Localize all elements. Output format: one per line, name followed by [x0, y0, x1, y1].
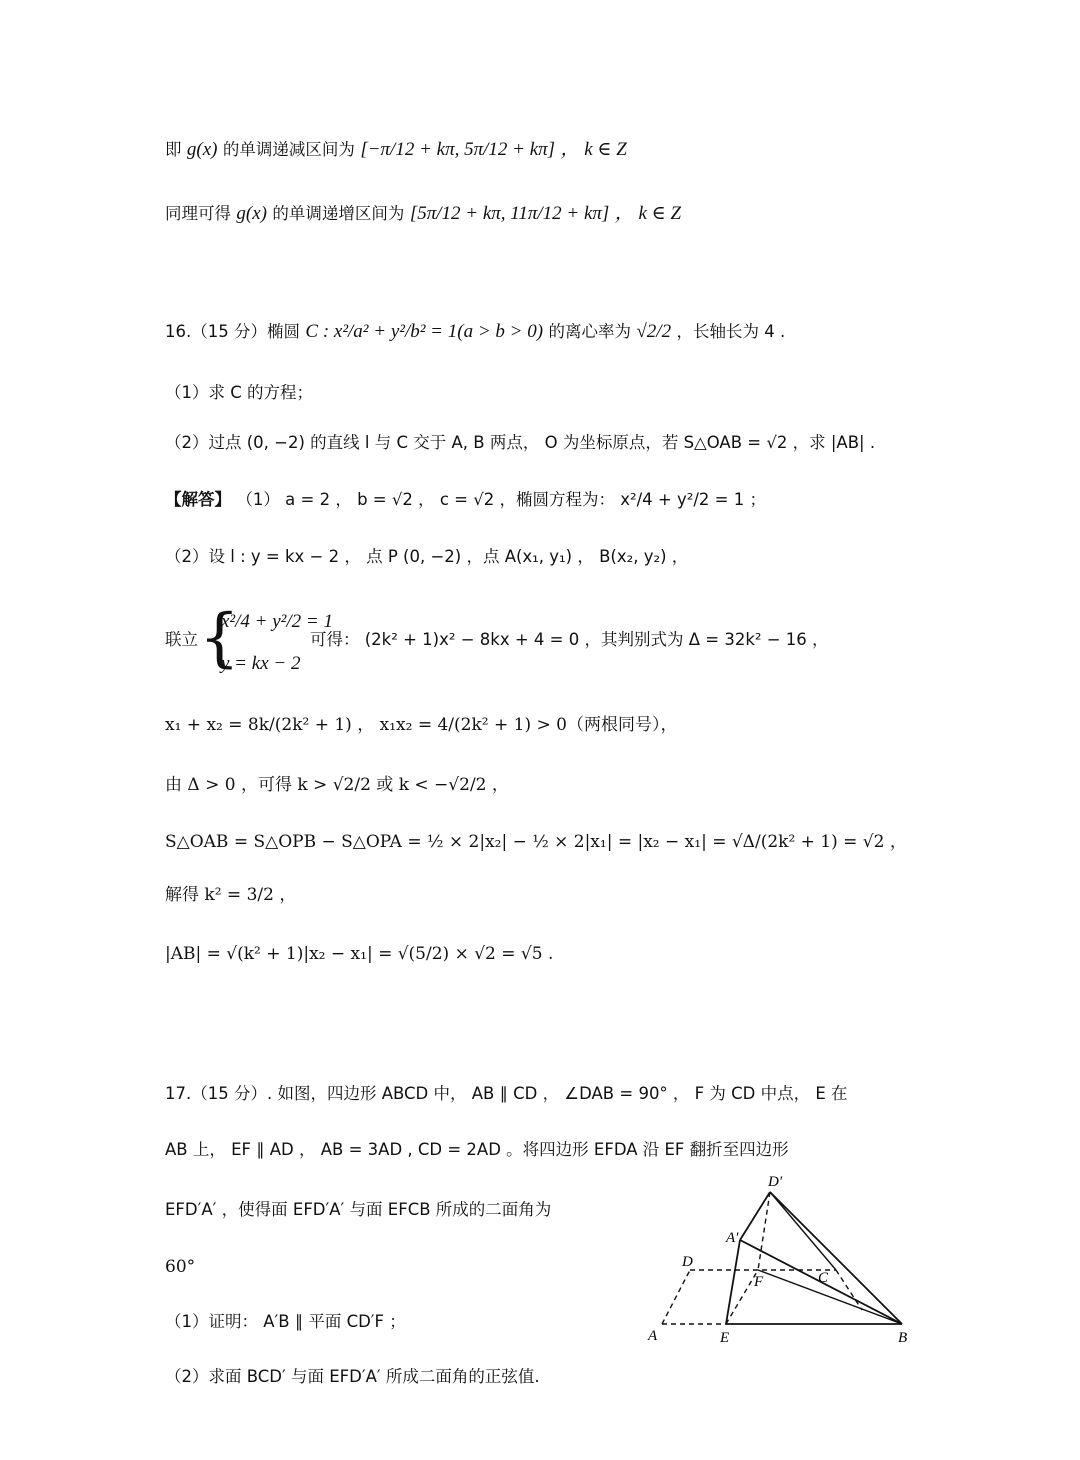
system-result: 可得： (2k² + 1)x² − 8kx + 4 = 0 ，其判别式为 Δ = 32k² − 16 ， — [310, 630, 829, 649]
text: ，长轴长为 4 . — [676, 322, 786, 341]
edge-D'B — [770, 1192, 902, 1324]
answer-part-2: （2）设 l : y = kx − 2 ， 点 P (0, −2) ，点 A(x₁, y₁) ， B(x₂, y₂) ， — [165, 547, 689, 566]
label-A-prime: A′ — [726, 1230, 739, 1246]
ab-length-line: |AB| = √(k² + 1)|x₂ − x₁| = √(5/2) × √2 = √5 . — [165, 944, 554, 964]
label-D: D — [682, 1254, 693, 1270]
problem-17-line-4: 60° — [165, 1257, 196, 1277]
label-F: F — [754, 1274, 764, 1290]
text: 的离心率为 — [548, 322, 631, 341]
label-E: E — [720, 1330, 730, 1346]
func: g(x) — [236, 203, 267, 224]
problem-17-question-2: （2）求面 BCD′ 与面 EFD′A′ 所成二面角的正弦值. — [165, 1367, 540, 1386]
left-brace: { — [199, 601, 240, 675]
vieta-line: x₁ + x₂ = 8k/(2k² + 1) ， x₁x₂ = 4/(2k² + 1) > 0（两根同号）， — [165, 715, 678, 735]
interval-formula: [−π/12 + kπ, 5π/12 + kπ] — [360, 139, 556, 160]
system-eq-1: x²/4 + y²/2 = 1 — [221, 611, 333, 632]
func: g(x) — [186, 139, 218, 160]
int-set: ， k ∈ Z — [560, 139, 627, 160]
discriminant-line: 由 Δ > 0 ，可得 k > √2/2 或 k < −√2/2 ， — [165, 775, 509, 795]
label-A: A — [648, 1328, 658, 1344]
ellipse-equation: C : x²/a² + y²/b² = 1(a > b > 0) — [305, 321, 544, 342]
edge-D'F — [758, 1192, 770, 1270]
edge-A'D' — [740, 1192, 770, 1240]
answer-label: 【解答】 — [165, 490, 231, 509]
edge-AD — [662, 1270, 690, 1324]
text: 同理可得 — [165, 204, 231, 223]
problem-16-question-1: （1）求 C 的方程； — [165, 383, 314, 402]
system-eq-2: y = kx − 2 — [221, 653, 301, 674]
k-squared-line: 解得 k² = 3/2 ， — [165, 885, 297, 905]
edge-EA' — [726, 1240, 740, 1324]
label-C: C — [818, 1270, 829, 1286]
edge-FB — [758, 1270, 902, 1324]
text: 的单调递减区间为 — [222, 140, 355, 159]
decreasing-interval-line — [165, 138, 627, 162]
problem-16-question-2: （2）过点 (0, −2) 的直线 l 与 C 交于 A, B 两点， O 为坐标原点，若 S△OAB = √2 ，求 |AB| . — [165, 433, 876, 452]
answer-part-1 — [165, 488, 766, 512]
problem-number: 16.（15 分）椭圆 — [165, 322, 300, 341]
system-prefix: 联立 — [165, 630, 198, 649]
text: 即 — [165, 140, 182, 159]
problem-17-line-1: 17.（15 分）. 如图，四边形 ABCD 中， AB ∥ CD ， ∠DAB = 90° ， F 为 CD 中点， E 在 — [165, 1084, 848, 1103]
problem-17-line-3: EFD′A′ ，使得面 EFD′A′ 与面 EFCB 所成的二面角为 — [165, 1200, 552, 1219]
problem-17-question-1: （1）证明： A′B ∥ 平面 CD′F ； — [165, 1312, 406, 1331]
eccentricity: √2/2 — [636, 321, 672, 342]
problem-16-header — [165, 320, 785, 344]
interval-formula: [5π/12 + kπ, 11π/12 + kπ] — [409, 203, 610, 224]
area-line: S△OAB = S△OPB − S△OPA = ½ × 2|x₂| − ½ × 2|x₁| = |x₂ − x₁| = √Δ/(2k² + 1) = √2 ， — [165, 832, 907, 852]
answer-text: （1） a = 2 ， b = √2 ， c = √2 ，椭圆方程为： x²/4 + y²/2 = 1 ； — [236, 490, 766, 509]
increasing-interval-line — [165, 202, 681, 226]
label-B: B — [898, 1330, 908, 1346]
text: 的单调递增区间为 — [272, 204, 405, 223]
int-set: ， k ∈ Z — [614, 203, 682, 224]
geometry-figure — [640, 1170, 920, 1350]
problem-17-line-2: AB 上， EF ∥ AD ， AB = 3AD , CD = 2AD 。将四边形 EFDA 沿 EF 翻折至四边形 — [165, 1140, 789, 1159]
edge-D'C — [770, 1192, 836, 1270]
label-D-prime: D′ — [768, 1174, 783, 1190]
